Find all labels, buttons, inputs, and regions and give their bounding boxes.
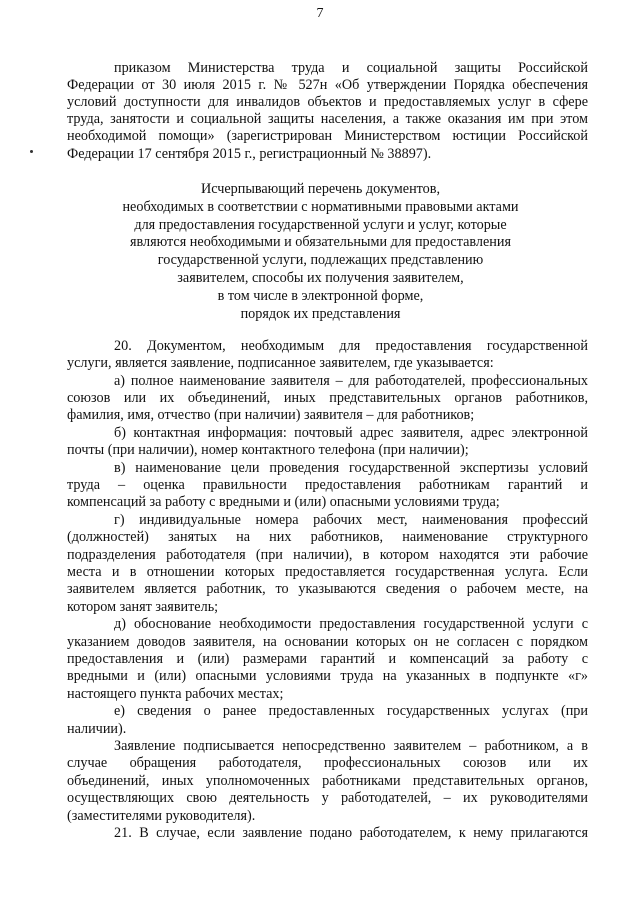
body-line: осуществляющих свою деятельность у работодателей, – их руководителями bbox=[67, 790, 588, 806]
body-line: места и в отношении которых предоставляется государственная услуга. Если bbox=[67, 564, 588, 580]
intro-line: Федерации от 30 июля 2015 г. № 527н «Об утверждении Порядка обеспечения bbox=[67, 77, 588, 93]
intro-line: условий доступности для инвалидов объектов и предоставляемых услуг в сфере bbox=[67, 94, 588, 110]
body-line: а) полное наименование заявителя – для работодателей, профессиональных bbox=[114, 373, 588, 389]
body-line: подразделения работодателя (при наличии), в котором находятся эти рабочие bbox=[67, 547, 588, 563]
heading-line: государственной услуги, подлежащих представлению bbox=[157, 252, 484, 269]
body-line: Заявление подписывается непосредственно заявителем – работником, а в bbox=[114, 738, 588, 754]
body-line: заявителем является работник, то указываются сведения о рабочем месте, на bbox=[67, 581, 588, 597]
body-line: 20. Документом, необходимым для предоставления государственной bbox=[114, 338, 588, 354]
heading-line: для предоставления государственной услуги и услуг, которые bbox=[134, 216, 507, 233]
heading-line: являются необходимыми и обязательными для предоставления bbox=[130, 234, 511, 251]
body-line: услуги, является заявление, подписанное заявителем, где указывается: bbox=[67, 355, 494, 371]
intro-line: Федерации 17 сентября 2015 г., регистрационный № 38897). bbox=[67, 146, 432, 162]
intro-line: приказом Министерства труда и социальной защиты Российской bbox=[114, 60, 588, 76]
body-line: наличии). bbox=[67, 721, 127, 737]
intro-line: необходимой помощи» (зарегистрирован Министерством юстиции Российской bbox=[67, 128, 588, 144]
heading-line: порядок их представления bbox=[240, 305, 401, 322]
body-line: в) наименование цели проведения государственной экспертизы условий bbox=[114, 460, 588, 476]
body-line: настоящего пункта рабочих местах; bbox=[67, 686, 284, 702]
body-line: объединений, иных уполномоченных работниками представительных органов, bbox=[67, 773, 588, 789]
section-heading bbox=[60, 181, 581, 323]
body-line: почты (при наличии), номер контактного телефона (при наличии); bbox=[67, 442, 469, 458]
body-line: г) индивидуальные номера рабочих мест, наименования профессий bbox=[114, 512, 588, 528]
body-line: союзов или их объединений, иных представительных органов работников, bbox=[67, 390, 588, 406]
body-line: случае обращения работодателя, профессиональных союзов или их bbox=[67, 755, 588, 771]
intro-line: труда, занятости и социальной защиты населения, а также оказания им при этом bbox=[67, 111, 588, 127]
heading-line: Исчерпывающий перечень документов, bbox=[200, 181, 441, 197]
body-line: (заместителями руководителя). bbox=[67, 808, 256, 824]
body-line: котором занят заявитель; bbox=[67, 599, 219, 615]
body-line: указанием доводов заявителя, на основании которых он не согласен с порядком bbox=[67, 634, 588, 650]
heading-line: в том числе в электронной форме, bbox=[217, 287, 424, 304]
body-line: (должностей) занятых на них работников, наименование структурного bbox=[67, 529, 588, 545]
body-line: труда – оценка правильности предоставления работникам гарантий и bbox=[67, 477, 588, 493]
heading-line: заявителем, способы их получения заявителем, bbox=[177, 269, 464, 286]
body-line: д) обоснование необходимости предоставления государственной услуги с bbox=[114, 616, 588, 632]
body-line: компенсаций за работу с вредными и (или) опасными условиями труда; bbox=[67, 494, 500, 510]
margin-mark bbox=[30, 150, 33, 153]
page-number: 7 bbox=[316, 6, 324, 21]
body-line: фамилия, имя, отчество (при наличии) заявителя – для работников; bbox=[67, 407, 475, 423]
body-line: е) сведения о ранее предоставленных государственных услугах (при bbox=[114, 703, 588, 719]
body-line: вредными и (или) опасными условиями труда на указанных в подпункте «г» bbox=[67, 668, 588, 684]
body-line: 21. В случае, если заявление подано работодателем, к нему прилагаются bbox=[114, 825, 588, 841]
body-line: предоставления и (или) размерами гарантий и компенсаций за работу с bbox=[67, 651, 588, 667]
body-line: б) контактная информация: почтовый адрес заявителя, адрес электронной bbox=[114, 425, 588, 441]
heading-line: необходимых в соответствии с нормативными правовыми актами bbox=[122, 198, 519, 215]
